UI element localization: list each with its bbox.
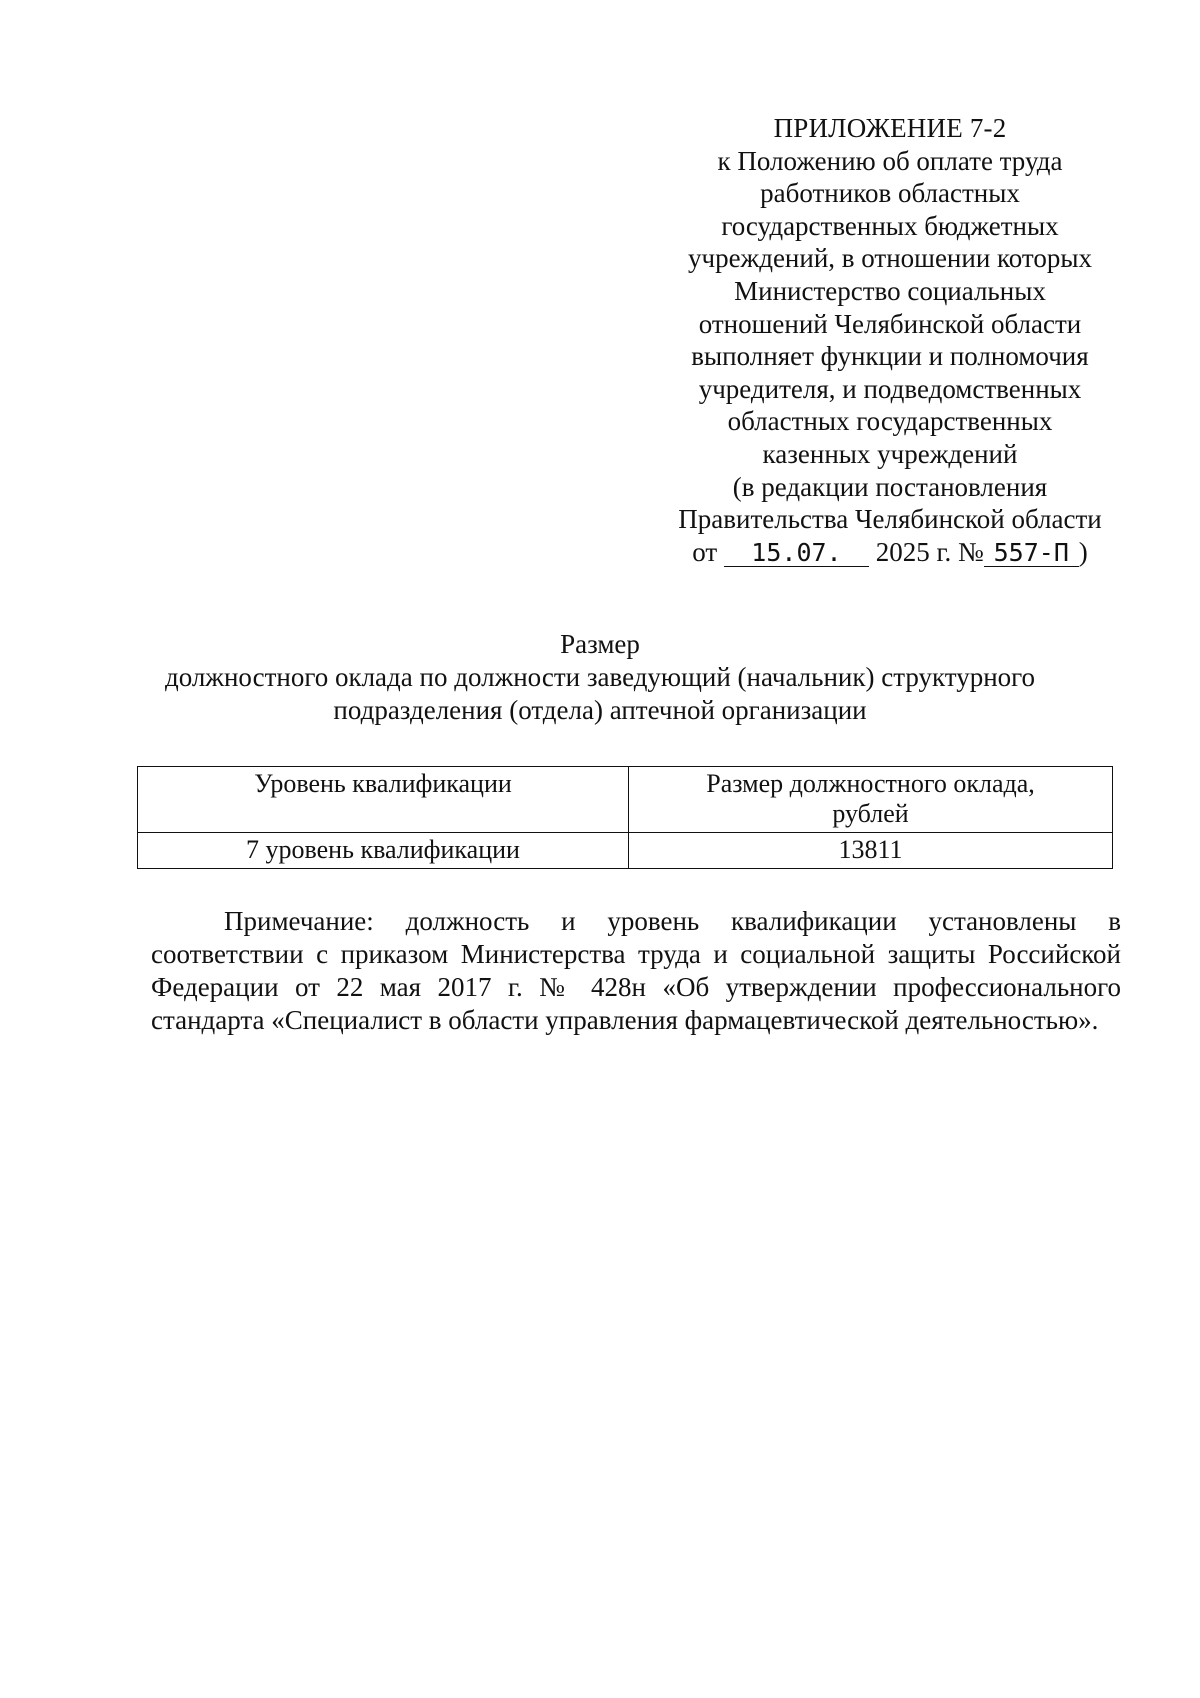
decree-year-text: 2025 г. № — [875, 536, 984, 567]
appendix-line-7: выполняет функции и полномочия — [691, 341, 1089, 372]
appendix-date-line — [660, 536, 1120, 569]
appendix-line-8: учредителя, и подведомственных — [698, 373, 1082, 404]
appendix-line-12: Правительства Челябинской области — [678, 504, 1102, 535]
from-prefix: от — [692, 536, 718, 567]
header-salary-line-1: Размер должностного оклада, — [706, 769, 1035, 798]
appendix-line-1: к Положению об оплате труда — [717, 145, 1063, 176]
decree-date-field: 15.07. — [724, 540, 869, 567]
appendix-line-9: областных государственных — [727, 406, 1053, 437]
appendix-line-2: работников областных — [760, 178, 1020, 209]
cell-salary-value: 13811 — [629, 833, 1113, 869]
appendix-title: ПРИЛОЖЕНИЕ 7-2 — [773, 113, 1007, 143]
note-paragraph: Примечание: должность и уровень квалификации установлены в соответствии с приказом Министерства труда и социальной защиты Российской Федерации от 22 мая 2017 г. № 428н «Об утверждении профессионального стандарта «Специалист в области управления фармацевтической деятельностью». — [151, 906, 1121, 1035]
appendix-line-11: (в редакции постановления — [732, 471, 1048, 502]
salary-table — [137, 766, 1113, 869]
appendix-line-4: учреждений, в отношении которых — [687, 243, 1093, 274]
header-salary-line-2: рублей — [832, 799, 909, 828]
heading-line-1: Размер — [560, 629, 640, 659]
appendix-line-6: отношений Челябинской области — [698, 308, 1082, 339]
cell-qualification-level: 7 уровень квалификации — [138, 833, 629, 869]
appendix-line-5: Министерство социальных — [734, 275, 1046, 306]
header-salary-size — [629, 767, 1113, 833]
table-header-row — [138, 767, 1113, 833]
header-qualification-level: Уровень квалификации — [138, 767, 629, 833]
document-heading — [130, 628, 1070, 727]
closing-paren: ) — [1078, 536, 1088, 567]
heading-line-2: должностного оклада по должности заведующий (начальник) структурного — [164, 662, 1036, 692]
appendix-line-10: казенных учреждений — [762, 438, 1018, 469]
appendix-header-block — [660, 112, 1120, 568]
table-row — [138, 833, 1113, 869]
heading-line-3: подразделения (отдела) аптечной организации — [333, 695, 867, 725]
appendix-line-3: государственных бюджетных — [721, 210, 1059, 241]
decree-number-field: 557-П — [984, 540, 1079, 567]
